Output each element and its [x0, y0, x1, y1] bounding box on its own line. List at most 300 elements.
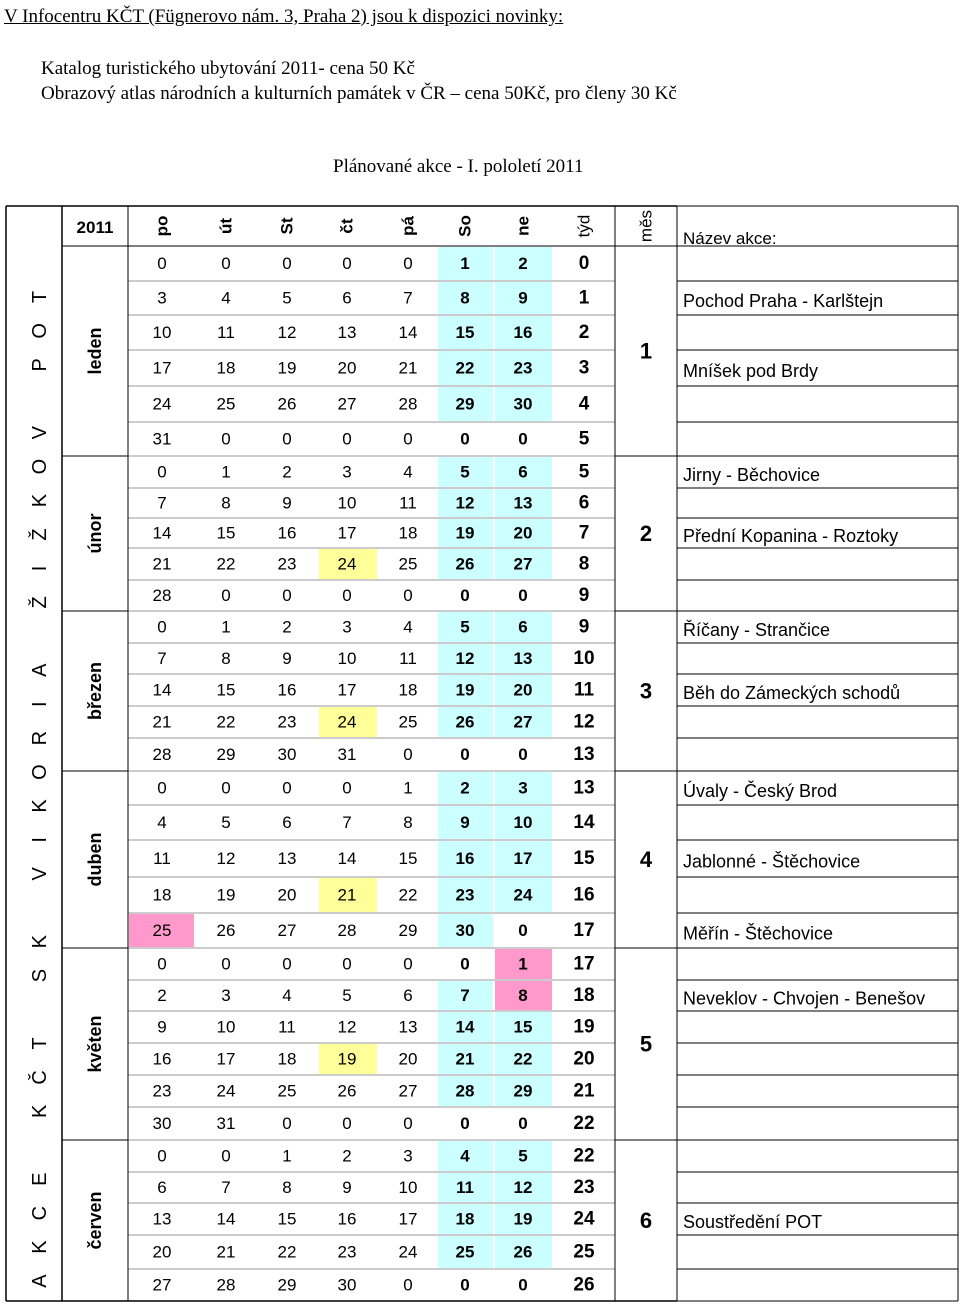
day-cell: 23 — [455, 885, 475, 905]
day-cell: 1 — [221, 462, 231, 482]
day-cell: 28 — [337, 921, 357, 940]
day-cell: 0 — [342, 778, 352, 798]
day-cell: 24 — [513, 885, 533, 905]
side-label-letter: Ž — [29, 596, 51, 609]
week-number: 13 — [573, 744, 595, 765]
day-cell: 21 — [455, 1049, 475, 1069]
day-cell: 21 — [216, 1242, 236, 1262]
day-cell: 0 — [282, 778, 292, 798]
event-header: Název akce: — [683, 229, 777, 248]
day-cell: 3 — [342, 462, 352, 482]
day-cell: 29 — [398, 921, 418, 940]
day-cell: 0 — [221, 586, 231, 605]
day-cell: 24 — [398, 1242, 418, 1262]
day-cell: 15 — [216, 680, 236, 700]
day-cell: 13 — [277, 849, 297, 868]
week-number: 17 — [573, 920, 595, 941]
day-cell: 30 — [513, 394, 533, 414]
day-cell: 9 — [518, 288, 528, 308]
week-number: 22 — [573, 1113, 595, 1134]
day-cell: 28 — [398, 394, 418, 414]
day-cell: 19 — [513, 1209, 533, 1229]
day-cell: 0 — [460, 954, 470, 974]
month-number: 6 — [639, 1208, 653, 1233]
day-cell: 3 — [221, 986, 231, 1005]
day-cell: 19 — [455, 523, 475, 543]
day-cell: 17 — [337, 680, 357, 700]
day-cell: 1 — [403, 778, 413, 798]
day-cell: 15 — [277, 1209, 297, 1229]
catalog-item-accommodation: Katalog turistického ubytování 2011- cena 50 Kč — [41, 58, 415, 79]
day-cell: 20 — [513, 523, 533, 543]
day-cell: 0 — [282, 254, 292, 273]
day-cell: 0 — [403, 586, 413, 605]
day-cell: 2 — [342, 1146, 352, 1166]
week-number: 7 — [578, 522, 590, 544]
day-cell: 0 — [221, 429, 231, 449]
day-cell: 0 — [342, 586, 352, 605]
day-cell: 20 — [152, 1242, 172, 1262]
day-cell: 4 — [221, 288, 231, 308]
day-header: čt — [337, 218, 357, 234]
day-cell: 14 — [398, 323, 418, 342]
week-number: 3 — [578, 357, 590, 379]
month-name: březen — [85, 661, 105, 721]
day-cell: 6 — [403, 986, 413, 1005]
day-cell: 0 — [460, 745, 470, 764]
day-cell: 8 — [403, 813, 413, 832]
day-cell: 23 — [277, 554, 297, 574]
month-number: 3 — [639, 678, 653, 704]
day-cell: 11 — [217, 323, 235, 342]
day-cell: 7 — [157, 649, 167, 668]
day-cell: 0 — [403, 745, 413, 764]
event-name: Soustředění POT — [683, 1212, 823, 1232]
day-cell: 13 — [152, 1209, 172, 1229]
day-cell: 0 — [518, 1114, 528, 1133]
month-name: červen — [85, 1191, 105, 1250]
day-cell: 9 — [460, 813, 470, 832]
day-cell: 0 — [157, 1146, 167, 1166]
day-cell: 4 — [403, 462, 413, 482]
day-cell: 27 — [513, 554, 533, 574]
week-header: týd — [574, 214, 594, 238]
day-cell: 0 — [282, 1114, 292, 1133]
day-cell: 22 — [216, 712, 236, 732]
day-cell: 15 — [398, 849, 418, 868]
day-cell: 21 — [152, 712, 172, 732]
event-name: Neveklov - Chvojen - Benešov — [683, 988, 926, 1009]
day-header: pá — [398, 216, 418, 236]
day-cell: 1 — [221, 617, 231, 637]
day-cell: 13 — [513, 649, 533, 668]
day-cell: 27 — [152, 1275, 172, 1295]
day-cell: 0 — [460, 429, 470, 449]
day-cell: 0 — [221, 954, 231, 974]
event-name: Říčany - Strančice — [683, 620, 831, 640]
week-number: 15 — [573, 848, 595, 869]
day-cell: 31 — [216, 1114, 236, 1133]
event-name: Mníšek pod Brdy — [683, 361, 819, 381]
day-cell: 0 — [157, 254, 167, 273]
day-cell: 7 — [221, 1178, 231, 1197]
day-header: ne — [513, 216, 533, 236]
day-cell: 0 — [518, 921, 528, 940]
event-name: Přední Kopanina - Roztoky — [683, 526, 899, 546]
day-cell: 0 — [342, 954, 352, 974]
week-number: 9 — [578, 585, 590, 606]
week-number: 22 — [573, 1145, 595, 1167]
week-number: 9 — [578, 616, 590, 638]
day-cell: 26 — [513, 1242, 533, 1262]
day-cell: 3 — [157, 288, 167, 308]
week-number: 24 — [573, 1208, 595, 1230]
day-cell: 16 — [455, 849, 475, 868]
day-cell: 23 — [337, 1242, 357, 1262]
day-cell: 26 — [337, 1081, 357, 1101]
day-cell: 1 — [282, 1146, 292, 1166]
side-label-letter: I — [29, 701, 51, 707]
side-label-letter: K — [29, 1104, 51, 1119]
day-cell: 24 — [337, 712, 357, 732]
day-cell: 0 — [282, 586, 292, 605]
day-cell: 30 — [337, 1275, 357, 1295]
week-number: 5 — [578, 428, 590, 450]
day-cell: 19 — [337, 1049, 357, 1069]
day-cell: 0 — [157, 778, 167, 798]
day-cell: 11 — [153, 849, 171, 868]
side-label-letter: A — [29, 663, 51, 677]
day-cell: 24 — [152, 394, 172, 414]
day-cell: 11 — [399, 493, 417, 513]
day-cell: 9 — [157, 1017, 167, 1037]
page-title: Plánované akce - I. pololetí 2011 — [333, 156, 584, 177]
day-cell: 14 — [216, 1209, 236, 1229]
day-cell: 25 — [398, 554, 418, 574]
day-cell: 0 — [221, 1146, 231, 1166]
side-label-letter: R — [29, 730, 51, 746]
day-cell: 12 — [455, 493, 475, 513]
day-cell: 18 — [152, 885, 172, 905]
day-cell: 13 — [513, 493, 533, 513]
side-label-letter: Č — [29, 1070, 51, 1085]
day-cell: 6 — [157, 1178, 167, 1197]
day-cell: 5 — [282, 288, 292, 308]
day-cell: 0 — [403, 254, 413, 273]
event-name: Úvaly - Český Brod — [683, 781, 838, 801]
day-cell: 27 — [513, 712, 533, 732]
day-cell: 0 — [342, 254, 352, 273]
day-cell: 0 — [157, 954, 167, 974]
day-cell: 12 — [337, 1017, 357, 1037]
week-number: 21 — [573, 1080, 595, 1102]
day-cell: 4 — [460, 1146, 470, 1166]
week-number: 11 — [573, 679, 595, 701]
day-cell: 5 — [221, 813, 231, 832]
day-cell: 22 — [216, 554, 236, 574]
day-cell: 3 — [403, 1146, 413, 1166]
month-number: 1 — [639, 338, 653, 364]
week-number: 18 — [573, 985, 595, 1006]
day-cell: 5 — [460, 617, 470, 637]
day-cell: 31 — [337, 745, 357, 764]
week-number: 0 — [578, 253, 590, 274]
day-cell: 12 — [216, 849, 236, 868]
day-cell: 10 — [152, 323, 172, 342]
day-cell: 0 — [460, 586, 470, 605]
day-cell: 10 — [337, 649, 357, 668]
day-cell: 25 — [277, 1081, 297, 1101]
week-number: 4 — [578, 393, 590, 415]
event-name: Jirny - Běchovice — [683, 465, 821, 485]
day-cell: 2 — [157, 986, 167, 1005]
day-cell: 29 — [513, 1081, 533, 1101]
day-cell: 17 — [337, 523, 357, 543]
day-header: út — [216, 217, 236, 235]
day-cell: 5 — [460, 462, 470, 482]
day-cell: 12 — [455, 649, 475, 668]
side-label-letter: S — [29, 968, 51, 983]
year-header: 2011 — [76, 218, 114, 237]
day-cell: 25 — [152, 921, 172, 940]
month-number: 5 — [639, 1031, 653, 1057]
day-cell: 10 — [398, 1178, 418, 1197]
side-label-letter: O — [29, 323, 51, 339]
day-cell: 24 — [216, 1081, 236, 1101]
day-cell: 21 — [152, 554, 172, 574]
day-cell: 2 — [282, 462, 292, 482]
week-number: 25 — [573, 1241, 595, 1263]
day-cell: 22 — [277, 1242, 297, 1262]
day-cell: 13 — [398, 1017, 418, 1037]
day-cell: 14 — [152, 523, 172, 543]
side-label-letter: I — [29, 565, 51, 572]
week-number: 2 — [578, 322, 590, 343]
day-cell: 7 — [342, 813, 352, 832]
day-cell: 21 — [337, 885, 357, 905]
day-cell: 17 — [398, 1209, 418, 1229]
day-cell: 4 — [403, 617, 413, 637]
day-cell: 1 — [518, 954, 528, 974]
day-cell: 6 — [342, 288, 352, 308]
side-label-letter: C — [29, 1205, 51, 1221]
day-cell: 8 — [518, 986, 528, 1005]
day-cell: 26 — [455, 554, 475, 574]
day-cell: 22 — [455, 358, 475, 378]
side-label-letter: V — [29, 867, 51, 881]
day-cell: 17 — [152, 358, 172, 378]
day-cell: 15 — [216, 523, 236, 543]
day-cell: 25 — [455, 1242, 475, 1262]
day-cell: 0 — [282, 429, 292, 449]
day-cell: 8 — [221, 493, 231, 513]
day-header: So — [455, 215, 475, 237]
week-number: 16 — [573, 884, 595, 906]
day-cell: 2 — [518, 254, 528, 273]
day-cell: 27 — [398, 1081, 418, 1101]
day-cell: 0 — [282, 954, 292, 974]
day-cell: 0 — [403, 429, 413, 449]
day-cell: 20 — [513, 680, 533, 700]
week-number: 23 — [573, 1177, 595, 1198]
event-name: Běh do Zámeckých schodů — [683, 683, 901, 703]
month-name: květen — [85, 1015, 105, 1073]
month-name: leden — [85, 327, 105, 375]
day-cell: 28 — [152, 586, 172, 605]
day-header: po — [152, 215, 172, 237]
day-cell: 14 — [337, 849, 357, 868]
side-label-letter: I — [29, 837, 51, 843]
day-cell: 0 — [518, 429, 528, 449]
day-cell: 28 — [455, 1081, 475, 1101]
side-label-letter: K — [29, 799, 51, 813]
event-name: Jablonné - Štěchovice — [683, 851, 861, 872]
day-cell: 18 — [398, 523, 418, 543]
day-cell: 1 — [460, 254, 470, 273]
infocentrum-notice: V Infocentru KČT (Fügnerovo nám. 3, Praha 2) jsou k dispozici novinky: — [4, 6, 564, 27]
day-cell: 27 — [277, 921, 297, 940]
day-cell: 23 — [513, 358, 533, 378]
day-cell: 23 — [277, 712, 297, 732]
day-cell: 8 — [282, 1178, 292, 1197]
day-cell: 17 — [216, 1049, 236, 1069]
day-cell: 3 — [342, 617, 352, 637]
day-cell: 31 — [152, 429, 172, 449]
day-cell: 22 — [513, 1049, 533, 1069]
day-cell: 30 — [277, 745, 297, 764]
day-cell: 0 — [518, 586, 528, 605]
side-label-letter: K — [29, 493, 51, 508]
day-cell: 16 — [277, 680, 297, 700]
day-cell: 29 — [455, 394, 475, 414]
day-cell: 23 — [152, 1081, 172, 1101]
day-cell: 10 — [337, 493, 357, 513]
day-cell: 0 — [460, 1275, 470, 1295]
day-cell: 30 — [455, 921, 475, 940]
week-number: 17 — [573, 953, 595, 975]
side-label-letter: A — [29, 1274, 51, 1288]
day-cell: 0 — [157, 617, 167, 637]
day-cell: 28 — [152, 745, 172, 764]
day-cell: 10 — [216, 1017, 236, 1037]
side-label-letter: O — [29, 764, 51, 780]
day-cell: 11 — [456, 1178, 474, 1197]
day-cell: 0 — [342, 1114, 352, 1133]
day-cell: 0 — [403, 954, 413, 974]
week-number: 26 — [573, 1274, 595, 1296]
day-cell: 7 — [157, 493, 167, 513]
day-cell: 8 — [221, 649, 231, 668]
day-cell: 6 — [518, 462, 528, 482]
day-cell: 14 — [455, 1017, 475, 1037]
day-cell: 11 — [399, 649, 417, 668]
day-cell: 14 — [152, 680, 172, 700]
day-cell: 24 — [337, 554, 357, 574]
day-cell: 18 — [398, 680, 418, 700]
day-cell: 0 — [342, 429, 352, 449]
side-label-letter: V — [29, 426, 51, 440]
day-cell: 0 — [221, 778, 231, 798]
month-name: duben — [85, 832, 105, 887]
side-label-letter: P — [29, 358, 51, 372]
day-cell: 26 — [277, 394, 297, 414]
day-cell: 27 — [337, 394, 357, 414]
event-name: Měřín - Štěchovice — [683, 923, 834, 944]
day-cell: 29 — [277, 1275, 297, 1295]
day-cell: 9 — [282, 649, 292, 668]
month-name: únor — [85, 513, 105, 554]
side-label-letter: T — [29, 290, 51, 304]
day-cell: 0 — [518, 745, 528, 764]
day-cell: 25 — [216, 394, 236, 414]
event-name: Pochod Praha - Karlštejn — [683, 291, 884, 311]
month-header: měs — [636, 209, 656, 243]
side-label-letter: Ž — [29, 528, 51, 541]
day-cell: 5 — [342, 986, 352, 1005]
week-number: 10 — [573, 648, 595, 669]
day-cell: 20 — [398, 1049, 418, 1069]
day-cell: 26 — [455, 712, 475, 732]
day-cell: 12 — [513, 1178, 533, 1197]
day-cell: 12 — [277, 323, 297, 342]
day-cell: 26 — [216, 921, 236, 940]
day-cell: 6 — [518, 617, 528, 637]
day-cell: 9 — [282, 493, 292, 513]
day-cell: 22 — [398, 885, 418, 905]
side-label-letter: E — [29, 1172, 51, 1186]
week-number: 13 — [573, 777, 595, 799]
week-number: 12 — [573, 711, 595, 733]
day-cell: 7 — [403, 288, 413, 308]
day-cell: 18 — [455, 1209, 475, 1229]
day-cell: 18 — [216, 358, 236, 378]
day-cell: 3 — [518, 778, 528, 798]
day-cell: 20 — [277, 885, 297, 905]
day-cell: 0 — [518, 1275, 528, 1295]
side-label-letter: K — [29, 1240, 51, 1254]
side-label-letter: T — [29, 1037, 51, 1050]
day-cell: 28 — [216, 1275, 236, 1295]
day-cell: 21 — [398, 358, 418, 378]
month-number: 4 — [639, 847, 653, 872]
day-cell: 4 — [282, 986, 292, 1005]
week-number: 14 — [573, 812, 595, 833]
day-cell: 19 — [216, 885, 236, 905]
day-cell: 8 — [460, 288, 470, 308]
day-cell: 25 — [398, 712, 418, 732]
week-number: 20 — [573, 1048, 595, 1070]
week-number: 19 — [573, 1016, 595, 1038]
day-cell: 17 — [513, 849, 533, 868]
week-number: 1 — [578, 287, 590, 309]
day-cell: 11 — [278, 1017, 296, 1037]
day-cell: 20 — [337, 358, 357, 378]
day-cell: 19 — [455, 680, 475, 700]
day-cell: 18 — [277, 1049, 297, 1069]
day-cell: 19 — [277, 358, 297, 378]
day-cell: 7 — [460, 986, 470, 1005]
day-cell: 30 — [152, 1114, 172, 1133]
week-number: 5 — [578, 461, 590, 483]
day-cell: 4 — [157, 813, 167, 832]
day-cell: 0 — [221, 254, 231, 273]
day-cell: 6 — [282, 813, 292, 832]
day-cell: 16 — [337, 1209, 357, 1229]
day-cell: 2 — [282, 617, 292, 637]
day-cell: 5 — [518, 1146, 528, 1166]
side-label-letter: K — [29, 935, 51, 949]
day-cell: 0 — [403, 1275, 413, 1295]
